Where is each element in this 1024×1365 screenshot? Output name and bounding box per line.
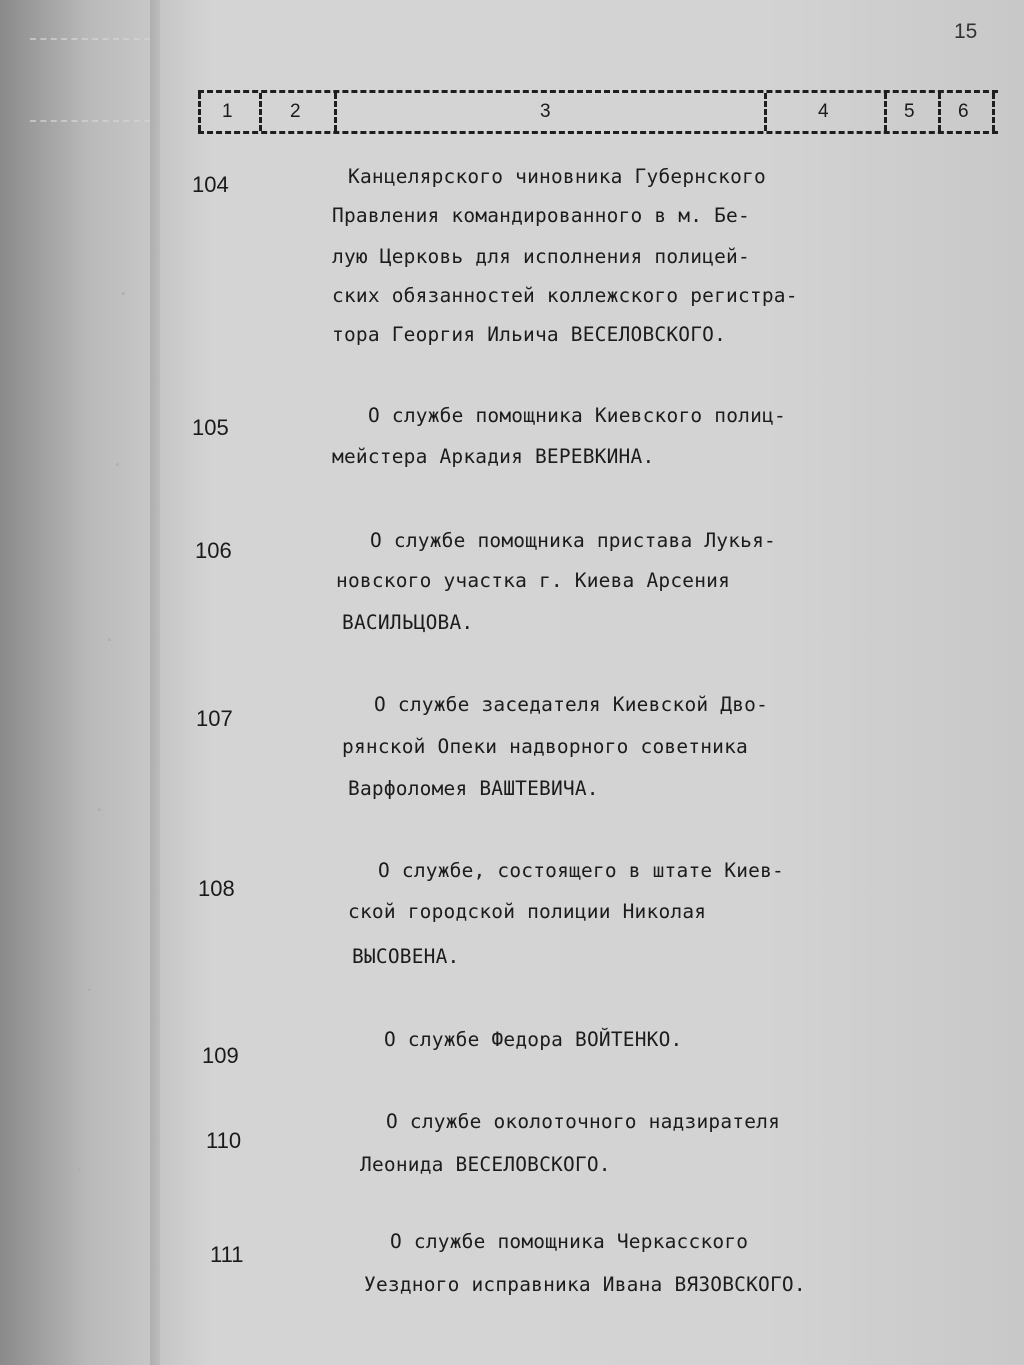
column-header-2: 2 [290,101,301,122]
entry-text-line: О службе помощника Черкасского [390,1230,749,1253]
column-separator [334,93,337,131]
entry-text-line: О службе Федора ВОЙТЕНКО. [384,1028,683,1051]
page-number: 15 [954,20,978,43]
column-separator [259,93,262,131]
entry-text-line: О службе помощника Киевского полиц- [368,404,786,427]
bleed-through-mark: · [94,800,105,821]
entry-number-109: 109 [202,1043,239,1068]
document-page [160,0,1024,1365]
entry-text-line: мейстера Аркадия ВЕРЕВКИНА. [332,445,655,468]
bleed-through-mark: · [104,630,115,651]
column-separator [992,93,995,131]
column-header-5: 5 [904,101,915,122]
bleed-through-mark: · [118,284,129,305]
entry-number-104: 104 [192,172,229,197]
entry-number-110: 110 [206,1128,242,1153]
bleed-through-mark: · [74,1160,85,1181]
entry-text-line: О службе, состоящего в штате Киев- [378,859,784,882]
column-header-6: 6 [958,101,969,122]
entry-text-line: Леонида ВЕСЕЛОВСКОГО. [360,1153,611,1176]
entry-text-line: Уездного исправника Ивана ВЯЗОВСКОГО. [364,1273,806,1296]
entry-text-line: ской городской полиции Николая [348,900,707,923]
previous-page-edge [0,0,160,1365]
column-separator [198,93,201,131]
bleed-through-mark: · [112,455,123,476]
previous-page-header-mark [30,38,150,122]
entry-text-line: О службе заседателя Киевской Дво- [374,693,769,716]
entry-text-line: О службе околоточного надзирателя [386,1110,781,1133]
column-separator [764,93,767,131]
entry-number-106: 106 [195,538,232,563]
entry-text-line: ВАСИЛЬЦОВА. [342,611,474,634]
entry-text-line: новского участка г. Киева Арсения [336,569,731,592]
column-header-3: 3 [540,101,551,122]
entry-text-line: ВЫСОВЕНА. [352,945,460,968]
entry-text-line: Правления командированного в м. Бе- [332,204,750,227]
entry-text-line: рянской Опеки надворного советника [342,735,748,758]
entry-text-line: Варфоломея ВАШТЕВИЧА. [348,777,599,800]
column-header-1: 1 [222,101,233,122]
column-header-4: 4 [818,101,829,122]
entry-text-line: тора Георгия Ильича ВЕСЕЛОВСКОГО. [332,323,727,346]
entry-text-line: О службе помощника пристава Лукья- [370,529,776,552]
entry-number-105: 105 [192,415,229,440]
entry-text-line: лую Церковь для исполнения полицей- [332,245,750,268]
bleed-through-mark: · [84,980,95,1001]
column-separator [938,93,941,131]
column-separator [884,93,887,131]
entry-text-line: ских обязанностей коллежского регистра- [332,284,798,307]
entry-text-line: Канцелярского чиновника Губернского [348,165,766,188]
entry-number-111: 111 [210,1242,244,1267]
column-header-row [198,90,998,134]
entry-number-108: 108 [198,876,235,901]
entry-number-107: 107 [196,706,233,731]
